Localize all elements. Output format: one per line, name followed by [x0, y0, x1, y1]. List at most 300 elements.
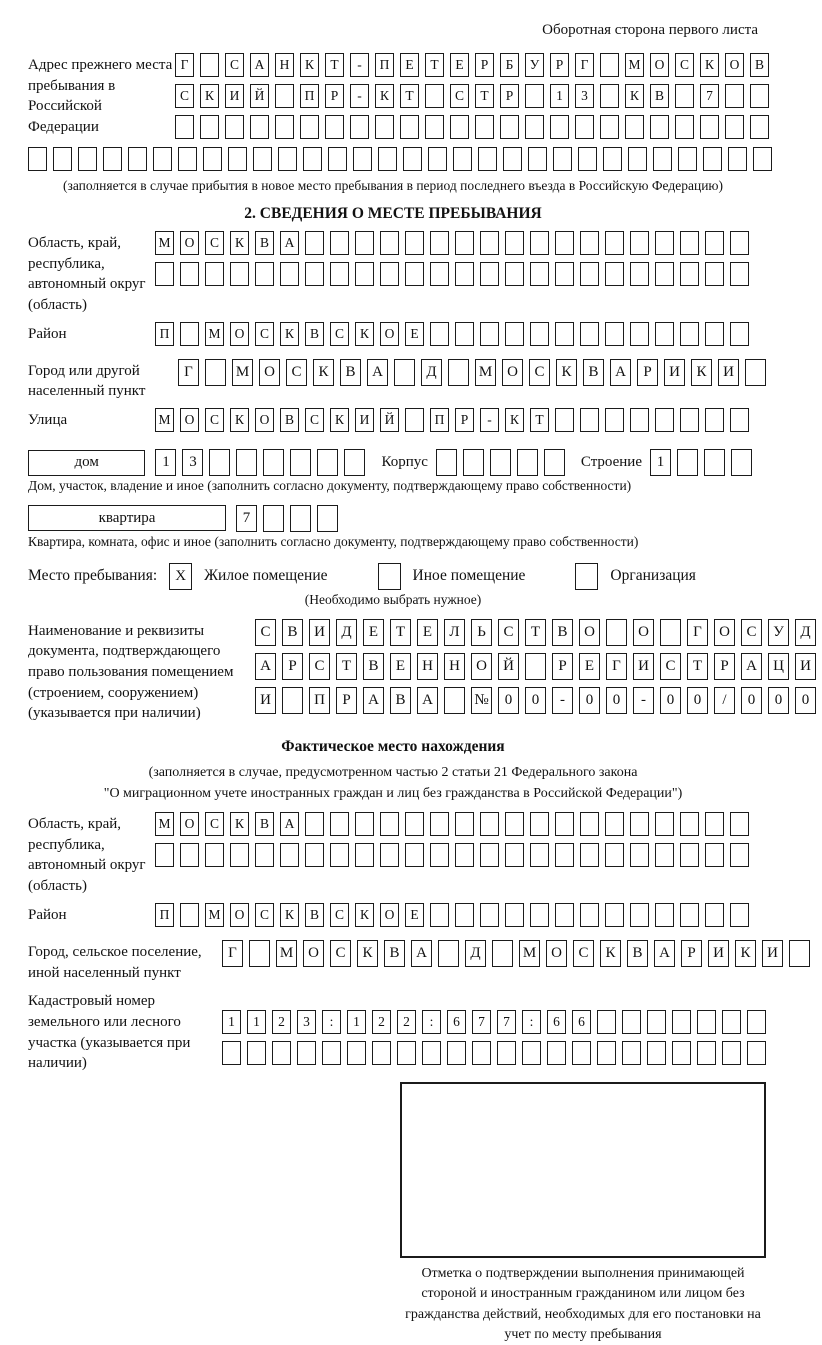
char-cell[interactable]: А	[367, 359, 388, 386]
char-cell[interactable]: 0	[525, 687, 546, 714]
char-cell[interactable]	[480, 812, 499, 836]
char-cell[interactable]: О	[546, 940, 567, 967]
char-cell[interactable]	[722, 1041, 741, 1065]
char-cell[interactable]: К	[300, 53, 319, 77]
char-cell[interactable]: С	[205, 231, 224, 255]
char-cell[interactable]	[622, 1010, 641, 1034]
char-cell[interactable]: С	[305, 408, 324, 432]
char-cell[interactable]: 0	[660, 687, 681, 714]
char-cell[interactable]: 0	[579, 687, 600, 714]
char-cell[interactable]	[505, 262, 524, 286]
char-cell[interactable]: Е	[450, 53, 469, 77]
char-cell[interactable]	[730, 408, 749, 432]
char-cell[interactable]: 7	[497, 1010, 516, 1034]
char-cell[interactable]	[675, 115, 694, 139]
char-cell[interactable]	[455, 231, 474, 255]
char-cell[interactable]: С	[205, 812, 224, 836]
char-cell[interactable]	[550, 115, 569, 139]
char-cell[interactable]: М	[155, 231, 174, 255]
char-cell[interactable]	[430, 843, 449, 867]
char-cell[interactable]	[725, 84, 744, 108]
char-cell[interactable]	[448, 359, 469, 386]
char-cell[interactable]: Р	[637, 359, 658, 386]
char-cell[interactable]	[697, 1041, 716, 1065]
char-cell[interactable]	[397, 1041, 416, 1065]
char-cell[interactable]	[580, 903, 599, 927]
char-cell[interactable]	[205, 843, 224, 867]
char-cell[interactable]: 3	[297, 1010, 316, 1034]
char-cell[interactable]	[455, 843, 474, 867]
char-cell[interactable]: К	[691, 359, 712, 386]
char-cell[interactable]	[555, 231, 574, 255]
char-cell[interactable]: С	[675, 53, 694, 77]
char-cell[interactable]: А	[255, 653, 276, 680]
char-cell[interactable]: К	[735, 940, 756, 967]
char-cell[interactable]: №	[471, 687, 492, 714]
char-cell[interactable]	[728, 147, 747, 171]
char-cell[interactable]: 2	[372, 1010, 391, 1034]
char-cell[interactable]: М	[205, 322, 224, 346]
char-cell[interactable]	[347, 1041, 366, 1065]
char-cell[interactable]	[422, 1041, 441, 1065]
char-cell[interactable]: Р	[714, 653, 735, 680]
char-cell[interactable]	[630, 262, 649, 286]
char-cell[interactable]: И	[762, 940, 783, 967]
char-cell[interactable]: В	[305, 903, 324, 927]
char-cell[interactable]	[278, 147, 297, 171]
char-cell[interactable]: О	[725, 53, 744, 77]
char-cell[interactable]: Г	[222, 940, 243, 967]
char-cell[interactable]: С	[255, 322, 274, 346]
char-cell[interactable]	[725, 115, 744, 139]
char-cell[interactable]: И	[355, 408, 374, 432]
char-cell[interactable]: Е	[400, 53, 419, 77]
char-cell[interactable]: -	[350, 53, 369, 77]
char-cell[interactable]	[175, 115, 194, 139]
char-cell[interactable]: Т	[525, 619, 546, 646]
char-cell[interactable]: С	[450, 84, 469, 108]
char-cell[interactable]	[380, 843, 399, 867]
char-cell[interactable]: 3	[575, 84, 594, 108]
char-cell[interactable]	[603, 147, 622, 171]
char-cell[interactable]: 0	[498, 687, 519, 714]
char-cell[interactable]: О	[714, 619, 735, 646]
char-cell[interactable]: В	[650, 84, 669, 108]
char-cell[interactable]	[355, 231, 374, 255]
char-cell[interactable]	[455, 812, 474, 836]
char-cell[interactable]	[730, 231, 749, 255]
char-cell[interactable]	[680, 812, 699, 836]
char-cell[interactable]	[678, 147, 697, 171]
char-cell[interactable]	[745, 359, 766, 386]
char-cell[interactable]: И	[708, 940, 729, 967]
char-cell[interactable]	[53, 147, 72, 171]
char-cell[interactable]	[530, 843, 549, 867]
char-cell[interactable]	[600, 53, 619, 77]
char-cell[interactable]	[675, 84, 694, 108]
char-cell[interactable]	[480, 322, 499, 346]
char-cell[interactable]: В	[384, 940, 405, 967]
char-cell[interactable]: Г	[575, 53, 594, 77]
char-cell[interactable]	[230, 262, 249, 286]
char-cell[interactable]: Р	[325, 84, 344, 108]
char-cell[interactable]	[625, 115, 644, 139]
char-cell[interactable]	[525, 653, 546, 680]
char-cell[interactable]	[372, 1041, 391, 1065]
char-cell[interactable]	[580, 231, 599, 255]
char-cell[interactable]	[405, 843, 424, 867]
char-cell[interactable]: Д	[795, 619, 816, 646]
char-cell[interactable]	[680, 322, 699, 346]
char-cell[interactable]	[255, 262, 274, 286]
char-cell[interactable]	[249, 940, 270, 967]
char-cell[interactable]	[280, 843, 299, 867]
char-cell[interactable]	[600, 84, 619, 108]
char-cell[interactable]	[203, 147, 222, 171]
char-cell[interactable]	[178, 147, 197, 171]
char-cell[interactable]	[578, 147, 597, 171]
char-cell[interactable]	[380, 812, 399, 836]
char-cell[interactable]: Г	[178, 359, 199, 386]
char-cell[interactable]: Т	[390, 619, 411, 646]
char-cell[interactable]: К	[230, 408, 249, 432]
char-cell[interactable]	[605, 843, 624, 867]
char-cell[interactable]	[330, 843, 349, 867]
char-cell[interactable]	[400, 115, 419, 139]
char-cell[interactable]: К	[230, 812, 249, 836]
char-cell[interactable]: Т	[530, 408, 549, 432]
char-cell[interactable]: И	[309, 619, 330, 646]
char-cell[interactable]: :	[422, 1010, 441, 1034]
char-cell[interactable]: В	[583, 359, 604, 386]
char-cell[interactable]	[497, 1041, 516, 1065]
char-cell[interactable]: С	[225, 53, 244, 77]
char-cell[interactable]: С	[309, 653, 330, 680]
char-cell[interactable]: 2	[272, 1010, 291, 1034]
char-cell[interactable]	[263, 449, 284, 476]
char-cell[interactable]: Д	[465, 940, 486, 967]
char-cell[interactable]	[222, 1041, 241, 1065]
char-cell[interactable]	[455, 322, 474, 346]
char-cell[interactable]: К	[280, 322, 299, 346]
char-cell[interactable]: Т	[325, 53, 344, 77]
char-cell[interactable]: О	[259, 359, 280, 386]
char-cell[interactable]: А	[250, 53, 269, 77]
char-cell[interactable]	[655, 903, 674, 927]
char-cell[interactable]	[263, 505, 284, 532]
char-cell[interactable]: В	[390, 687, 411, 714]
char-cell[interactable]: Р	[550, 53, 569, 77]
char-cell[interactable]	[730, 262, 749, 286]
char-cell[interactable]: С	[741, 619, 762, 646]
char-cell[interactable]: В	[280, 408, 299, 432]
char-cell[interactable]: 7	[472, 1010, 491, 1034]
char-cell[interactable]	[155, 262, 174, 286]
char-cell[interactable]	[28, 147, 47, 171]
char-cell[interactable]	[425, 84, 444, 108]
char-cell[interactable]: 1	[222, 1010, 241, 1034]
char-cell[interactable]	[200, 115, 219, 139]
char-cell[interactable]: Н	[417, 653, 438, 680]
char-cell[interactable]	[355, 843, 374, 867]
char-cell[interactable]	[555, 903, 574, 927]
char-cell[interactable]	[492, 940, 513, 967]
char-cell[interactable]	[300, 115, 319, 139]
char-cell[interactable]: У	[525, 53, 544, 77]
char-cell[interactable]	[622, 1041, 641, 1065]
char-cell[interactable]	[544, 449, 565, 476]
char-cell[interactable]	[555, 408, 574, 432]
char-cell[interactable]: Е	[417, 619, 438, 646]
char-cell[interactable]	[230, 843, 249, 867]
char-cell[interactable]: Ц	[768, 653, 789, 680]
char-cell[interactable]: Б	[500, 53, 519, 77]
char-cell[interactable]	[747, 1010, 766, 1034]
char-cell[interactable]: Е	[405, 903, 424, 927]
char-cell[interactable]: 6	[447, 1010, 466, 1034]
char-cell[interactable]	[680, 262, 699, 286]
char-cell[interactable]	[525, 115, 544, 139]
char-cell[interactable]	[205, 262, 224, 286]
char-cell[interactable]	[500, 115, 519, 139]
char-cell[interactable]: А	[280, 812, 299, 836]
char-cell[interactable]: Р	[500, 84, 519, 108]
char-cell[interactable]: :	[322, 1010, 341, 1034]
char-cell[interactable]: 0	[687, 687, 708, 714]
char-cell[interactable]	[655, 322, 674, 346]
char-cell[interactable]	[205, 359, 226, 386]
char-cell[interactable]	[697, 1010, 716, 1034]
char-cell[interactable]	[380, 262, 399, 286]
char-cell[interactable]	[275, 115, 294, 139]
char-cell[interactable]	[322, 1041, 341, 1065]
char-cell[interactable]: В	[363, 653, 384, 680]
char-cell[interactable]	[330, 231, 349, 255]
char-cell[interactable]	[228, 147, 247, 171]
char-cell[interactable]	[703, 147, 722, 171]
char-cell[interactable]: В	[255, 231, 274, 255]
char-cell[interactable]	[630, 231, 649, 255]
char-cell[interactable]	[455, 903, 474, 927]
char-cell[interactable]: В	[552, 619, 573, 646]
char-cell[interactable]: О	[633, 619, 654, 646]
char-cell[interactable]	[605, 322, 624, 346]
char-cell[interactable]: 6	[547, 1010, 566, 1034]
char-cell[interactable]	[255, 843, 274, 867]
char-cell[interactable]	[505, 322, 524, 346]
char-cell[interactable]	[705, 408, 724, 432]
char-cell[interactable]: К	[505, 408, 524, 432]
char-cell[interactable]	[605, 231, 624, 255]
char-cell[interactable]	[503, 147, 522, 171]
char-cell[interactable]	[730, 903, 749, 927]
char-cell[interactable]: 2	[397, 1010, 416, 1034]
char-cell[interactable]: -	[350, 84, 369, 108]
char-cell[interactable]	[450, 115, 469, 139]
char-cell[interactable]: -	[552, 687, 573, 714]
char-cell[interactable]: В	[340, 359, 361, 386]
char-cell[interactable]	[630, 843, 649, 867]
char-cell[interactable]	[153, 147, 172, 171]
char-cell[interactable]	[597, 1041, 616, 1065]
char-cell[interactable]	[480, 843, 499, 867]
char-cell[interactable]	[430, 262, 449, 286]
char-cell[interactable]	[303, 147, 322, 171]
char-cell[interactable]: С	[286, 359, 307, 386]
char-cell[interactable]: К	[357, 940, 378, 967]
char-cell[interactable]	[430, 903, 449, 927]
char-cell[interactable]: П	[309, 687, 330, 714]
char-cell[interactable]	[553, 147, 572, 171]
char-cell[interactable]: Т	[475, 84, 494, 108]
char-cell[interactable]: Г	[606, 653, 627, 680]
char-cell[interactable]	[605, 812, 624, 836]
char-cell[interactable]: О	[650, 53, 669, 77]
char-cell[interactable]: Й	[498, 653, 519, 680]
char-cell[interactable]: 7	[700, 84, 719, 108]
char-cell[interactable]: В	[627, 940, 648, 967]
char-cell[interactable]	[555, 262, 574, 286]
char-cell[interactable]	[600, 115, 619, 139]
char-cell[interactable]	[530, 812, 549, 836]
char-cell[interactable]	[353, 147, 372, 171]
char-cell[interactable]: М	[205, 903, 224, 927]
char-cell[interactable]	[572, 1041, 591, 1065]
char-cell[interactable]: М	[475, 359, 496, 386]
char-cell[interactable]: В	[750, 53, 769, 77]
char-cell[interactable]	[705, 322, 724, 346]
char-cell[interactable]: М	[155, 408, 174, 432]
char-cell[interactable]: А	[654, 940, 675, 967]
char-cell[interactable]: 3	[182, 449, 203, 476]
char-cell[interactable]	[555, 322, 574, 346]
char-cell[interactable]	[722, 1010, 741, 1034]
char-cell[interactable]	[505, 903, 524, 927]
char-cell[interactable]: В	[255, 812, 274, 836]
char-cell[interactable]	[180, 843, 199, 867]
char-cell[interactable]: Р	[455, 408, 474, 432]
stay-option-organization-checkbox[interactable]	[575, 563, 598, 590]
char-cell[interactable]: К	[556, 359, 577, 386]
char-cell[interactable]	[705, 231, 724, 255]
char-cell[interactable]: К	[230, 231, 249, 255]
char-cell[interactable]	[528, 147, 547, 171]
char-cell[interactable]: Г	[687, 619, 708, 646]
char-cell[interactable]	[247, 1041, 266, 1065]
char-cell[interactable]	[605, 262, 624, 286]
char-cell[interactable]: 1	[155, 449, 176, 476]
char-cell[interactable]	[750, 115, 769, 139]
char-cell[interactable]	[530, 231, 549, 255]
char-cell[interactable]: М	[232, 359, 253, 386]
char-cell[interactable]	[605, 408, 624, 432]
char-cell[interactable]: К	[313, 359, 334, 386]
char-cell[interactable]	[525, 84, 544, 108]
char-cell[interactable]	[653, 147, 672, 171]
char-cell[interactable]	[275, 84, 294, 108]
char-cell[interactable]	[672, 1041, 691, 1065]
stay-option-residential-checkbox[interactable]: X	[169, 563, 192, 590]
char-cell[interactable]	[672, 1010, 691, 1034]
char-cell[interactable]: И	[255, 687, 276, 714]
char-cell[interactable]	[480, 903, 499, 927]
char-cell[interactable]: Е	[579, 653, 600, 680]
char-cell[interactable]: Е	[390, 653, 411, 680]
char-cell[interactable]	[705, 843, 724, 867]
char-cell[interactable]	[655, 843, 674, 867]
char-cell[interactable]: К	[355, 903, 374, 927]
char-cell[interactable]	[378, 147, 397, 171]
char-cell[interactable]	[225, 115, 244, 139]
char-cell[interactable]	[236, 449, 257, 476]
char-cell[interactable]	[606, 619, 627, 646]
char-cell[interactable]: О	[380, 322, 399, 346]
char-cell[interactable]	[305, 812, 324, 836]
char-cell[interactable]: А	[363, 687, 384, 714]
char-cell[interactable]	[522, 1041, 541, 1065]
char-cell[interactable]	[655, 231, 674, 255]
char-cell[interactable]	[575, 115, 594, 139]
char-cell[interactable]	[680, 408, 699, 432]
char-cell[interactable]: С	[330, 322, 349, 346]
char-cell[interactable]: :	[522, 1010, 541, 1034]
char-cell[interactable]	[704, 449, 725, 476]
char-cell[interactable]	[280, 262, 299, 286]
char-cell[interactable]	[490, 449, 511, 476]
char-cell[interactable]: С	[255, 903, 274, 927]
char-cell[interactable]	[655, 812, 674, 836]
char-cell[interactable]: П	[300, 84, 319, 108]
char-cell[interactable]	[517, 449, 538, 476]
char-cell[interactable]: К	[700, 53, 719, 77]
char-cell[interactable]	[282, 687, 303, 714]
char-cell[interactable]: К	[280, 903, 299, 927]
char-cell[interactable]	[463, 449, 484, 476]
char-cell[interactable]	[680, 231, 699, 255]
char-cell[interactable]	[650, 115, 669, 139]
char-cell[interactable]: О	[180, 408, 199, 432]
char-cell[interactable]	[647, 1010, 666, 1034]
char-cell[interactable]: 0	[741, 687, 762, 714]
char-cell[interactable]: С	[529, 359, 550, 386]
char-cell[interactable]	[128, 147, 147, 171]
char-cell[interactable]: В	[282, 619, 303, 646]
char-cell[interactable]: Т	[400, 84, 419, 108]
char-cell[interactable]	[480, 262, 499, 286]
char-cell[interactable]: О	[579, 619, 600, 646]
char-cell[interactable]	[272, 1041, 291, 1065]
char-cell[interactable]: К	[375, 84, 394, 108]
char-cell[interactable]	[430, 231, 449, 255]
char-cell[interactable]	[705, 903, 724, 927]
char-cell[interactable]: К	[355, 322, 374, 346]
char-cell[interactable]: П	[375, 53, 394, 77]
char-cell[interactable]: С	[175, 84, 194, 108]
char-cell[interactable]	[680, 903, 699, 927]
char-cell[interactable]: 1	[650, 449, 671, 476]
char-cell[interactable]: М	[276, 940, 297, 967]
char-cell[interactable]	[394, 359, 415, 386]
char-cell[interactable]: А	[610, 359, 631, 386]
char-cell[interactable]	[375, 115, 394, 139]
char-cell[interactable]: 1	[347, 1010, 366, 1034]
char-cell[interactable]	[580, 322, 599, 346]
char-cell[interactable]	[250, 115, 269, 139]
char-cell[interactable]	[380, 231, 399, 255]
char-cell[interactable]	[317, 505, 338, 532]
char-cell[interactable]	[328, 147, 347, 171]
char-cell[interactable]	[747, 1041, 766, 1065]
